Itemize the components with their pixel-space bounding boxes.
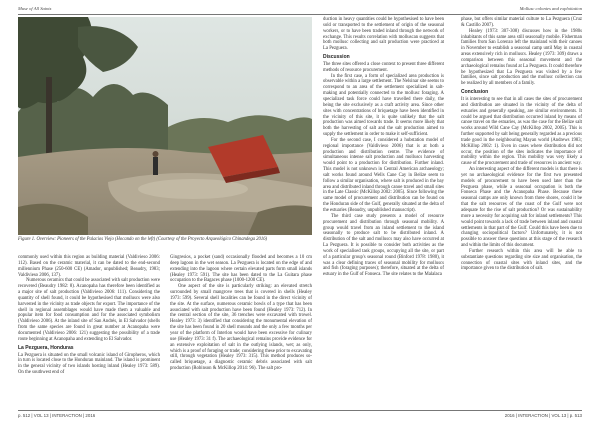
text-column-3 [323,17,444,278]
paragraph: For the second case, I considered a hubstation model of regional importance (Valdivieso 2006) that is at both a production and distribution centre. The evidence of simultaneous intense salt production and molluscs harvesting would point to a production for distribution. Further inland. This model is not unknown in Central American archaeology; salt works found around Wells Cane Cay in Belize seem to follow a similar organisation, where salt is produced in the bay area and distributed inland through canoe travel and small sites in the Late Classic (McKillop 2002: 2005). Since following the same model of procurement and distribution can be found on the Honduran side of the Gulf, generally situated at the delta of the estuaries (Beaudry, unpublished manuscript). [323,137,444,213]
figure-caption: Figure 1. Overview: Pioneers of the Palacios Viejo (Hocando on the left) (Courtesy of the Proyecto Arqueológico Chinandega 2016) [18,237,268,242]
paragraph: Healey (1973: 307-308) discusses how in the 1980s inhabitants of this same area still seasonally mobile. Fisherman families from San Lorenzo left the mainland with their canoes in November to establish a seasonal camp until May in coastal areas extensively rich in molluscs. Healey (1973: 309) draws a comparison between this seasonal movement and the archaeological remains found at La Pezguera. It could therefore be hypothesized that La Pezguera was visited by a few families, since salt production and the mollusc collection can be realized by all members of a family. [461,28,582,87]
paragraph: It is interesting to see that in all cases the sites of procurement and distribution are situated in the vicinity of the delta of estuaries and generally speaking, are similar environments. It could be argued that distribution occurred inland by means of canoe travel on the estuaries, as was the case for the Belize salt works around Wild Cane Cay (McKillop 2002, 2005). This is further supported by salt being generally regarded as a precious trade good in the neighbouring Mayan world (Andrews 1983; McKillop 2002: 1). Even in cases where distribution did not occur, the position of the sites indicates the importance of mobility within the region. This mobility was very likely a cause of the procurement and trade of resources in ancient way. [461,96,582,167]
paragraph: One aspect of the site is particularly striking: an elevated stretch surrounded by small mangrove trees that is covered in shells (Healey 1973: 599). Several shell localities can be found in the direct vicinity of the site. At the surface, numerous ceramic bowls of a type that has been associated with salt production have been found (Healey 1973: 712). In the central section of the site, 36 trenches were excavated with trowel. Healey 1973: 3) identified that considering the monumental elevation of the site has been found in 20 shell mounds and the only a few months per year of the platform of Interlon would have been excessive for culinary use (Healey 1973: 31 f). The archaeological remains provide evidence for an extensive exploitation of salt in the outlying islands, wet; as only, which is a proof of foraging or trade; considering these prior to excavating still, through vegetation (Healey 1973: 315). This method produces so-called briquetage, a diagnostic ceramic debris associated with salt production (Robinson & McKillop 2014: 96). The salt pro- [170,284,312,372]
paragraph: Gingresios, a pocket (sand) occasionally flooded and becomes a 10 cm deep lagoon in the wet season. La Pezguera is located on the edge of and extending into the lagoon where certain elevated parts form small islands (Healey 1973: 591). The site has been dated to the La Guitara phase occupation to the Bagaces phase (1000-1200 CE). [170,255,312,284]
running-footer-left: p. 512 | VOL 13 | INTERACTION | 2016 [18,413,96,418]
footer-rule [18,410,582,411]
running-header-left: Muse of All Saints [18,6,52,11]
running-header-right: Mollusc colonies and exploitation [519,6,582,11]
paragraph: commonly used within this region as building material (Valdivieso 2006: 112). Based on the ceramic material, it can be dated to the end-second millennium Phase (250-600 CE) (Amador, unpublished; Beaudry, 1983; Valdivieso 2006, 137). [18,255,160,278]
section-heading: La Pezguera, Honduras [18,344,74,351]
paragraph: In the first case, a form of specialized area production is observable within a large settlement. The Nelsinar site seems to correspond to an area of the settlement specialized in salt-making and potentially connected to the mollusc foraging. A specialized task force could have travelled there daily, the being the site exclusively as a craft activity area. Since other sites with concentrations of briquetage have been identified in the vicinity of this site, it is quite unlikely that the salt production was aimed towards trade. It seems more likely that both the harvesting of salt and the salt production aimed to supply the settlement in order to make it self-sufficient. [323,73,444,138]
site-photo-image [18,17,312,235]
paragraph: duction in heavy quantities could be hypothesised to have been sold or transported to the settlement of origin of the seasonal workers, or to have been traded inland through the network of exchange. This results correlation with molluscan suggests that both mollusc collecting and salt production were practiced at La Pezguera. [323,17,444,52]
paragraph: Further research within this area will be able to substantiate questions regarding site size and organisation, the connection of coastal sites with inland sites, and the importance given to the distribution of salt. [461,248,582,272]
section-heading: Conclusion [461,89,489,96]
paragraph: Numerous ceramics that could be associated with salt production were recovered (Beaudry 1982: 8). Acanopaha has therefore been identified as a major site of salt production (Valdivieso 2006: 111). Considering the quantity of shell found, it could be hypothesised that molluscs were also harvested in the vicinity as trade objects for export. The importance of the shell in regional assemblages would have made them a valuable and popular item for food consumption and for the associated symbolism (Valdivieso 2006). At the inland site of San Andrés, in El Salvador (shells from the same species are found in great number at Acanopaha were documented (Valdivieso 2006: 121) suggesting the possibility of a trade route beginning at Acanopaha and extending to El Salvador. [18,278,160,342]
paragraph: phase, but offers similar material culture to La Pezguera (Cruz & Castillo 2007). [461,17,582,28]
paragraph: An interesting aspect of the different models is that there is yet no archaeological evidence for the first two presented models of procurement to have been used later than the Pezguera phase, while a seasonal occupation is both the Fonseca Phase and the Acanopaha Phase. Because these seasonal camps are only known from three shores, could it be that the salt resources of the coast of the Gulf were not adequate for the rise of salt production? Or was sustainability more a necessity for acquiring salt for inland settlements? This would point towards a lack of trade between inland and coastal settlements in that part of the Gulf. Could this have been due to changing sociopolitical factors? Unfortunately, it is not possible to answer these questions at this stage of the research and within the limits of this document. [461,167,582,249]
header-rule [18,14,582,15]
text-column-4 [461,17,582,272]
section-heading: Discussion [323,54,350,61]
text-column-1 [18,255,160,376]
paragraph: The third case study presents a model of resource procurement and distribution through seasonal mobility. A group would travel from an inland settlement to the island seasonally to produce salt to be distributed inland. A distribution of the salt and molluscs may also have occurred at La Pezguera. It is possible to consider both activities as the work of specialised task groups, occupying all the site, or part of a particular group's seasonal round (Binford 1978: 1980), it was a clear defining traces of seasonal mobility for molluscs and fish (foraging purposes); therefore, situated at the delta of estuary in the Gulf of Fonseca. The site relates to the Malalaca [323,213,444,278]
text-column-2 [170,255,312,372]
figure-photo [18,17,312,235]
paragraph: The three sites offered a close context to present three different methods of resource procurement. [323,61,444,73]
running-footer-right: 2016 | INTERACTION | VOL 13 | p. 513 [504,413,582,418]
paragraph: La Pezguera is situated on the small volcanic island of Giropheros, which in turn is located close to the Honduran mainland. The island is prominent in the general vicinity of two islands hosting inland (Healey 1973: 589). On the southwest end of [18,352,160,376]
